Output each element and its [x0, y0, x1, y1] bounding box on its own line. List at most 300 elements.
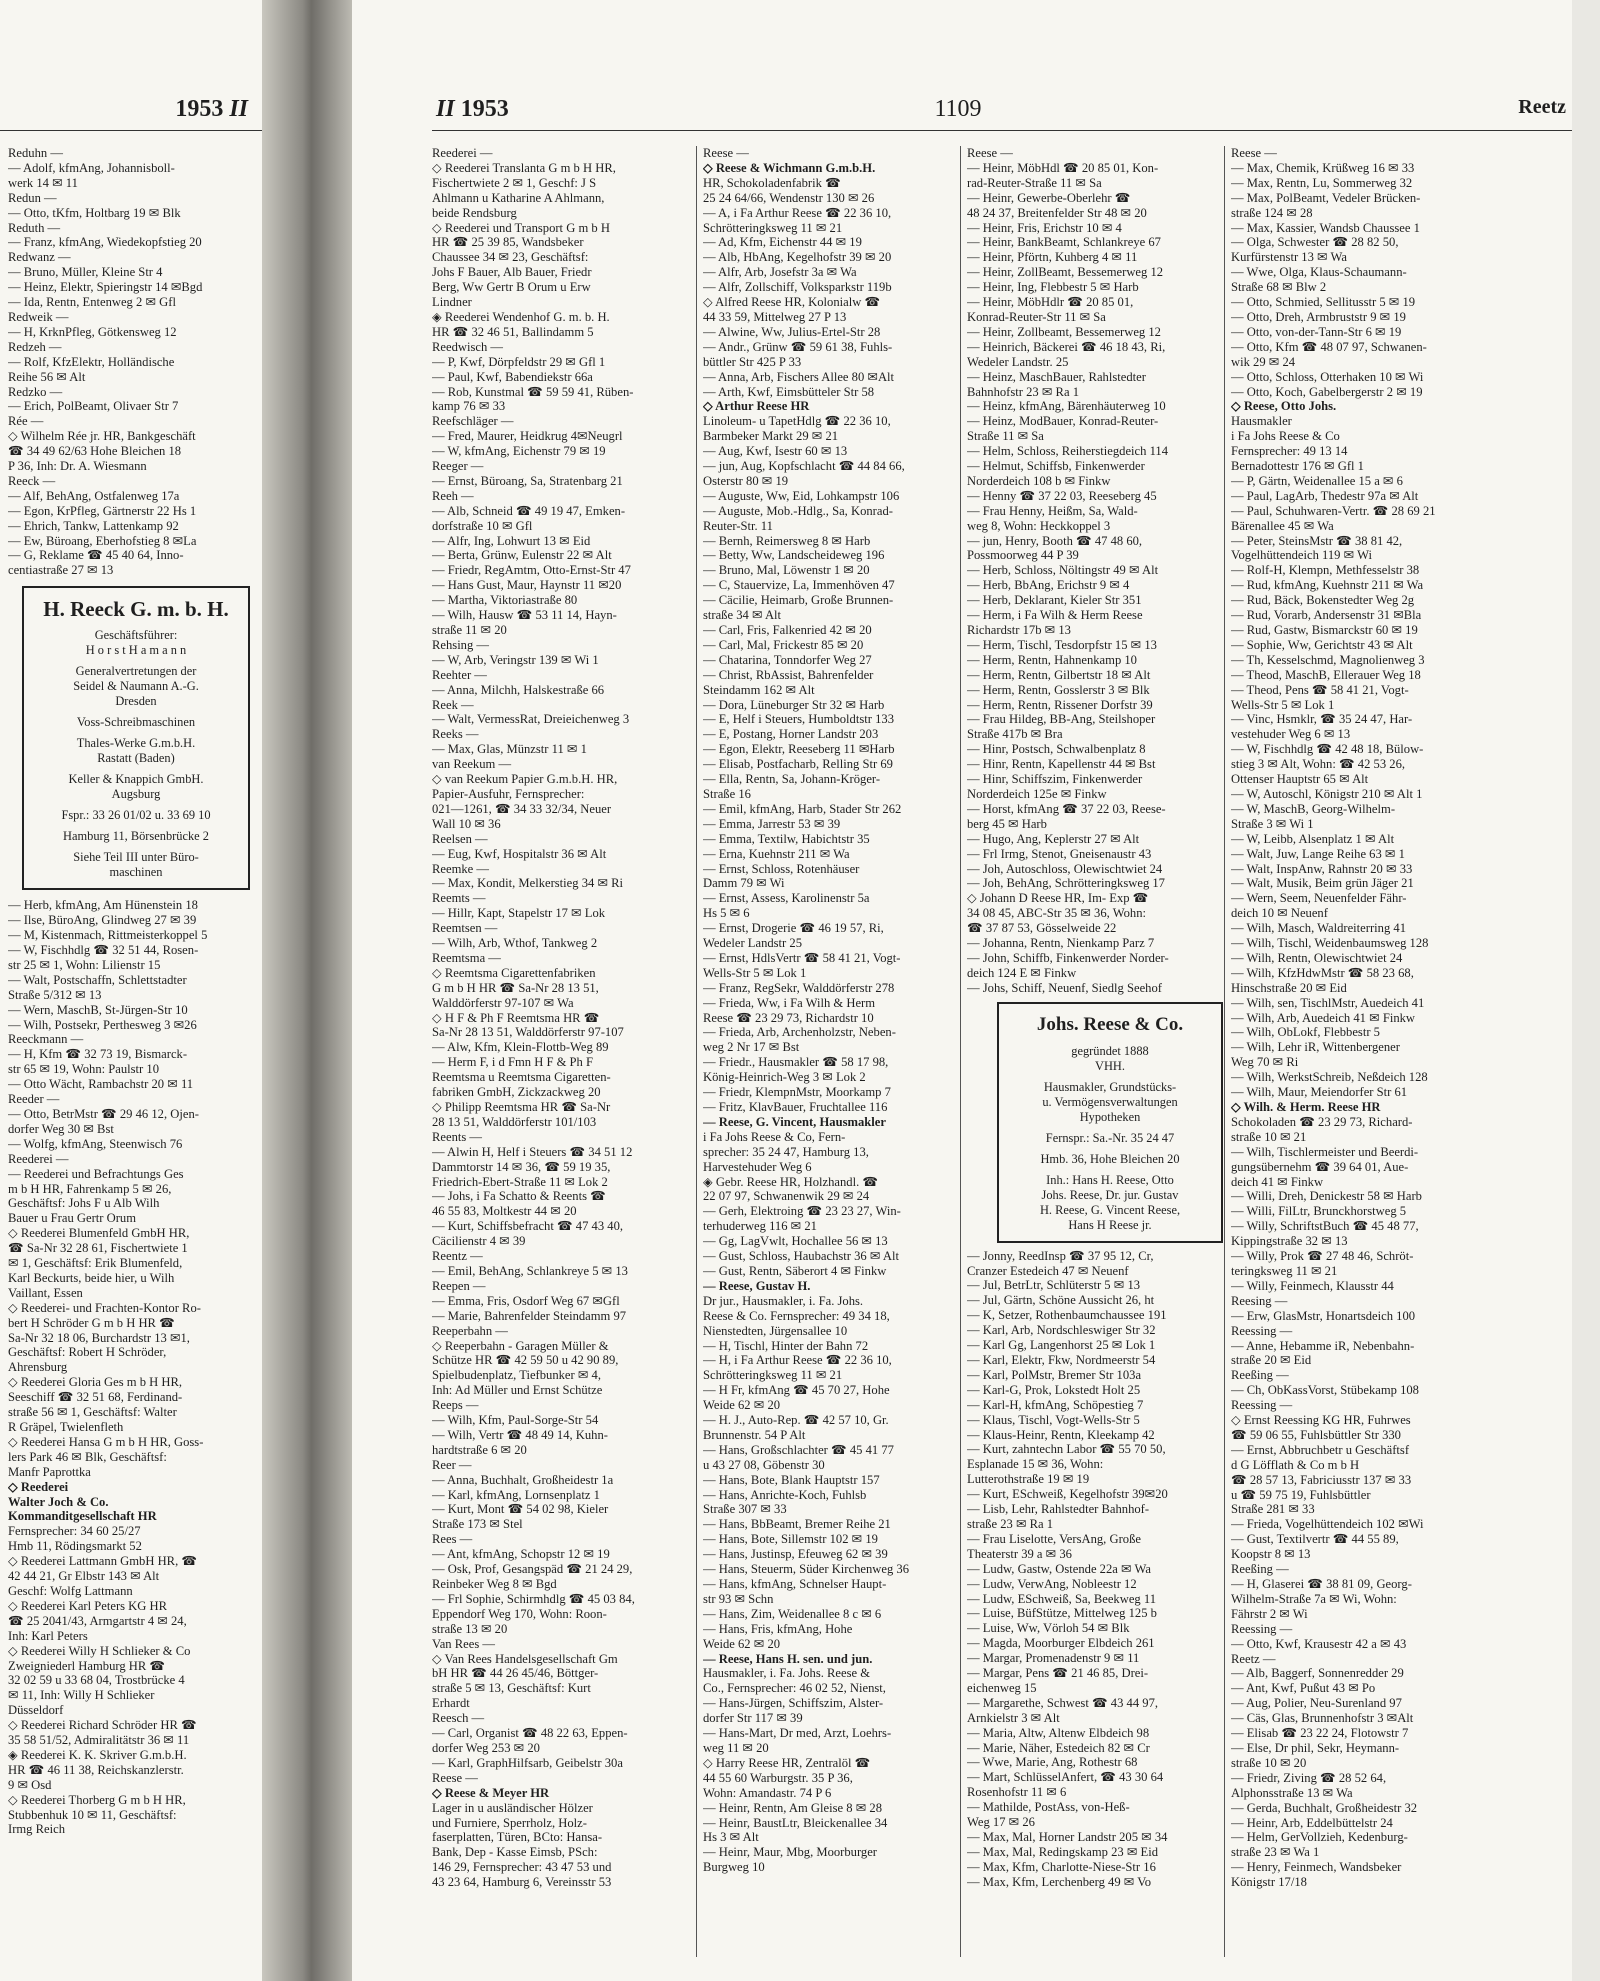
directory-entry-line: — Ew, Büroang, Eberhofstieg 8 ✉La: [8, 533, 197, 548]
directory-entry-line: — H Fr, kfmAng ☎ 45 70 27, Hohe: [703, 1383, 890, 1398]
directory-entry-line: Rehsing —: [432, 637, 490, 652]
directory-entry-line: straße 20 ✉ Eid: [1231, 1353, 1312, 1368]
directory-entry-line: Steindamm 162 ✉ Alt: [703, 682, 815, 697]
directory-entry-line: — Hans, Fris, kfmAng, Hohe: [703, 1621, 853, 1636]
directory-entry-line: — Alf, BehAng, Ostfalenweg 17a: [8, 488, 180, 503]
directory-entry-line: — Reese, G. Vincent, Hausmakler: [703, 1114, 886, 1129]
directory-entry-line: — Chatarina, Tonndorfer Weg 27: [703, 652, 872, 667]
directory-entry-line: — Herm, Rentn, Rissener Dorfstr 39: [967, 697, 1153, 712]
directory-entry-line: — Wolfg, kfmAng, Steenwisch 76: [8, 1136, 183, 1151]
directory-entry-line: — Helm, GerVollzieh, Kedenburg-: [1231, 1830, 1408, 1845]
directory-entry-line: — Joh, BehAng, Schrötteringksweg 17: [967, 876, 1165, 891]
directory-entry-line: ◇ van Reekum Papier G.m.b.H. HR,: [432, 772, 618, 787]
directory-entry-line: — Heinr, Fris, Erichstr 10 ✉ 4: [967, 220, 1122, 235]
directory-entry-line: ☎ 59 06 55, Fuhlsbüttler Str 330: [1231, 1427, 1401, 1442]
directory-entry-line: — Magda, Moorburger Elbdeich 261: [967, 1636, 1155, 1651]
directory-entry-line: dorfstraße 10 ✉ Gfl: [432, 518, 533, 533]
directory-entry-line: — Friedr., Hausmakler ☎ 58 17 98,: [703, 1055, 889, 1070]
directory-entry-line: — Karl, kfmAng, Lornsenplatz 1: [432, 1487, 600, 1502]
directory-entry-line: Reese —: [432, 1770, 478, 1785]
directory-entry-line: hardtstraße 6 ✉ 20: [432, 1442, 527, 1457]
directory-entry-line: — Frieda, Ww, i Fa Wilh & Herm: [703, 995, 876, 1010]
directory-entry-line: — Erna, Kuehnstr 211 ✉ Wa: [703, 846, 850, 861]
directory-entry-line: — Osk, Prof, Gesangspäd ☎ 21 24 29,: [432, 1562, 633, 1577]
directory-entry-line: — Karl, Elektr, Fkw, Nordmeerstr 54: [967, 1353, 1156, 1367]
directory-entry-line: — Ella, Rentn, Sa, Johann-Kröger-: [703, 772, 881, 787]
ad-line: H o r s t H a m a n n: [85, 643, 187, 658]
directory-entry-line: Reessing —: [1231, 1323, 1293, 1338]
directory-entry-line: ◇ H F & Ph F Reemtsma HR ☎: [432, 1010, 600, 1025]
directory-entry-line: — Olga, Schwester ☎ 28 82 50,: [1231, 235, 1399, 250]
directory-entry-line: ◇ Reederei Blumenfeld GmbH HR,: [8, 1226, 190, 1241]
directory-entry-line: weg 8, Wohn: Heckkoppel 3: [967, 518, 1111, 533]
directory-entry-line: — Fred, Maurer, Heidkrug 4✉Neugrl: [432, 429, 623, 444]
directory-entry-line: Reeßing —: [1231, 1368, 1289, 1383]
directory-entry-line: Lager in u ausländischer Hölzer: [432, 1800, 593, 1815]
directory-entry-line: Redun —: [8, 190, 57, 205]
directory-entry-line: — Ehrich, Tankw, Lattenkamp 92: [8, 518, 179, 533]
directory-entry-line: — Ludw, ESchweiß, Sa, Beekweg 11: [967, 1591, 1156, 1606]
entry-list: [8, 146, 258, 578]
directory-entry-line: Königstr 17/18: [1231, 1875, 1307, 1890]
directory-entry-line: Konrad-Reuter-Str 11 ✉ Sa: [967, 309, 1106, 324]
directory-entry-line: — Herb, Deklarant, Kieler Str 351: [967, 593, 1142, 608]
directory-entry-line: — Max, Kondit, Melkerstieg 34 ✉ Ri: [432, 876, 624, 891]
ad-line: Johs. Reese, Dr. jur. Gustav: [1041, 1187, 1179, 1202]
directory-entry-line: Hmb 11, Rödingsmarkt 52: [8, 1539, 142, 1554]
directory-entry-line: — Willi, Dreh, Denickestr 58 ✉ Harb: [1231, 1189, 1422, 1204]
directory-entry-line: — Frieda, Arb, Archenholzstr, Neben-: [703, 1025, 896, 1040]
directory-entry-line: — Johs, i Fa Schatto & Reents ☎: [432, 1189, 606, 1204]
directory-entry-line: straße 56 ✉ 1, Geschäftsf: Walter: [8, 1405, 177, 1420]
directory-entry-line: — Emma, Fris, Osdorf Weg 67 ✉Gfl: [432, 1293, 620, 1308]
directory-entry-line: — Wern, MaschB, St-Jürgen-Str 10: [8, 1002, 188, 1017]
directory-entry-line: 22 07 97, Schwanenwik 29 ✉ 24: [703, 1189, 870, 1204]
directory-entry-line: Vaillant, Essen: [8, 1285, 83, 1300]
directory-entry-line: str 25 ✉ 1, Wohn: Lilienstr 15: [8, 957, 161, 972]
directory-entry-line: — Hans-Mart, Dr med, Arzt, Loehrs-: [703, 1726, 892, 1741]
directory-entry-line: Johs F Bauer, Alb Bauer, Friedr: [432, 265, 592, 280]
directory-entry-line: Reeck —: [8, 473, 56, 488]
directory-entry-line: Cranzer Estedeich 47 ✉ Neuenf: [967, 1263, 1129, 1278]
directory-entry-line: Reeger —: [432, 459, 484, 474]
directory-entry-line: — Heinr, Gewerbe-Oberlehr ☎: [967, 190, 1131, 205]
directory-entry-line: — Ludw, VerwAng, Nobleestr 12: [967, 1576, 1137, 1591]
directory-entry-line: ◇ Alfred Reese HR, Kolonialw ☎: [703, 295, 881, 310]
directory-entry-line: — Karl-H, kfmAng, Schöpestieg 7: [967, 1397, 1144, 1412]
directory-entry-line: vestehuder Weg 6 ✉ 13: [1231, 727, 1351, 742]
directory-entry-line: — Jul, BetrLtr, Schlüterstr 5 ✉ 13: [967, 1278, 1141, 1293]
directory-entry-line: — jun, Henry, Booth ☎ 47 48 60,: [967, 533, 1143, 548]
directory-entry-line: — Herm, Rentn, Gosslerstr 3 ✉ Blk: [967, 682, 1150, 697]
directory-entry-line: Wells-Str 5 ✉ Lok 1: [1231, 697, 1335, 712]
directory-entry-line: Straße 68 ✉ Blw 2: [1231, 280, 1327, 295]
directory-entry-line: 42 44 21, Gr Elbstr 143 ✉ Alt: [8, 1569, 160, 1584]
directory-entry-line: — Rud, Gastw, Bismarckstr 60 ✉ 19: [1231, 623, 1418, 637]
directory-entry-line: — Max, Mal, Redingskamp 23 ✉ Eid: [967, 1844, 1159, 1859]
header-keyword: Reetz: [1518, 96, 1566, 118]
directory-entry-line: ☎ 25 2041/43, Armgartstr 4 ✉ 24,: [8, 1613, 187, 1628]
directory-entry-line: — Wilh, Hausw ☎ 53 11 14, Hayn-: [432, 608, 617, 623]
directory-entry-line: van Reekum —: [432, 757, 512, 772]
directory-entry-line: — Heinr, MöbHdlr ☎ 20 85 01,: [967, 295, 1134, 310]
directory-entry-line: — Aug, Kwf, Isestr 60 ✉ 13: [703, 444, 848, 459]
directory-entry-line: G m b H HR ☎ Sa-Nr 28 13 51,: [432, 980, 599, 995]
directory-entry-line: Redzko —: [8, 384, 63, 399]
directory-entry-line: ◇ Reese, Otto Johs.: [1231, 399, 1337, 414]
directory-entry-line: — Ernst, Abbruchbetr u Geschäftsf: [1231, 1442, 1410, 1457]
directory-entry-line: — W, Fischhdlg ☎ 42 48 18, Bülow-: [1231, 742, 1424, 757]
directory-entry-line: — Frieda, Vogelhüttendeich 102 ✉Wi: [1231, 1517, 1424, 1532]
directory-entry-line: — Wilh, Kfm, Paul-Sorge-Str 54: [432, 1413, 599, 1428]
directory-entry-line: — Max, Kfm, Charlotte-Niese-Str 16: [967, 1859, 1156, 1874]
directory-entry-line: beide Rendsburg: [432, 205, 517, 220]
directory-entry-line: — Herb, kfmAng, Am Hünenstein 18: [8, 898, 198, 913]
directory-entry-line: — Wilh, KfzHdwMstr ☎ 58 23 68,: [1231, 965, 1414, 980]
directory-entry-line: — Heinr, Zollbeamt, Bessemerweg 12: [967, 324, 1161, 339]
directory-entry-line: — Willy, Feinmech, Klausstr 44: [1231, 1278, 1394, 1293]
directory-entry-line: Reessing —: [1231, 1621, 1293, 1636]
directory-entry-line: — Emil, BehAng, Schlankreye 5 ✉ 13: [432, 1263, 628, 1278]
directory-entry-line: — E, Postang, Horner Landstr 203: [703, 727, 879, 742]
directory-entry-line: — Wilh, Tischl, Weidenbaumsweg 128: [1231, 936, 1429, 951]
directory-entry-line: ◇ Reederei Hansa G m b H HR, Goss-: [8, 1434, 204, 1449]
directory-entry-line: ◇ Reemtsma Cigarettenfabriken: [432, 965, 596, 980]
directory-entry-line: — Frl Irmg, Stenot, Gneisenaustr 43: [967, 846, 1152, 861]
directory-entry-line: — Carl, Mal, Frickestr 85 ✉ 20: [703, 637, 864, 652]
directory-entry-line: Ahrensburg: [8, 1360, 68, 1375]
directory-entry-line: Straße 16: [703, 786, 751, 801]
directory-entry-line: Reeps —: [432, 1398, 479, 1413]
directory-entry-line: — Ch, ObKassVorst, Stübekamp 108: [1231, 1383, 1419, 1398]
directory-entry-line: — Jul, Gärtn, Schöne Aussicht 26, ht: [967, 1293, 1155, 1308]
directory-entry-line: Karl Beckurts, beide hier, u Wilh: [8, 1270, 175, 1285]
directory-entry-line: Reek —: [432, 697, 474, 712]
directory-entry-line: ☎ Sa-Nr 32 28 61, Fischertwiete 1: [8, 1241, 188, 1256]
directory-entry-line: — Henry, Feinmech, Wandsbeker: [1231, 1860, 1402, 1875]
directory-entry-line: — Otto, Kwf, Krausestr 42 a ✉ 43: [1231, 1636, 1407, 1651]
directory-entry-line: ◇ Reederei Lattmann GmbH HR, ☎: [8, 1554, 198, 1569]
directory-entry-line: deich 10 ✉ Neuenf: [1231, 906, 1328, 921]
directory-entry-line: — Herb, Schloss, Nöltingstr 49 ✉ Alt: [967, 563, 1159, 578]
directory-entry-line: gungsübernehm ☎ 39 64 01, Aue-: [1231, 1159, 1409, 1174]
directory-entry-line: Düsseldorf: [8, 1703, 64, 1718]
directory-entry-line: Norderdeich 108 b ✉ Finkw: [967, 473, 1111, 488]
directory-entry-line: — Martha, Viktoriastraße 80: [432, 593, 578, 608]
directory-entry-line: weg 11 ✉ 20: [703, 1740, 769, 1755]
directory-entry-line: Bank, Dep - Kasse Eimsb, PSch:: [432, 1845, 598, 1860]
directory-entry-line: Reduth —: [8, 220, 61, 235]
directory-entry-line: Reese & Co. Fernsprecher: 49 34 18,: [703, 1308, 890, 1323]
directory-entry-line: — Alfr, Zollschiff, Volksparkstr 119b: [703, 280, 892, 295]
directory-entry-line: Bahnhofstr 23 ✉ Ra 1: [967, 384, 1079, 399]
directory-entry-line: — Karl-G, Prok, Lokstedt Holt 25: [967, 1382, 1141, 1397]
directory-entry-line: ☎ 28 57 13, Fabriciusstr 137 ✉ 33: [1231, 1472, 1412, 1487]
directory-entry-line: deich 124 E ✉ Finkw: [967, 965, 1077, 980]
directory-entry-line: — Heinr, Maur, Mbg, Moorburger: [703, 1845, 877, 1860]
directory-entry-line: Harvestehuder Weg 6: [703, 1159, 812, 1174]
directory-entry-line: ◇ Ernst Reessing KG HR, Fuhrwes: [1231, 1413, 1411, 1428]
directory-entry-line: — Hans, Bote, Blank Hauptstr 157: [703, 1472, 880, 1487]
ad-line: gegründet 1888: [1071, 1043, 1149, 1058]
directory-entry-line: — Hinr, Postsch, Schwalbenplatz 8: [967, 742, 1146, 757]
ad-line: Hypotheken: [1079, 1109, 1141, 1124]
directory-entry-line: — Eug, Kwf, Hospitalstr 36 ✉ Alt: [432, 846, 607, 861]
directory-entry-line: Fährstr 2 ✉ Wi: [1231, 1606, 1308, 1621]
directory-entry-line: — Kurt, ESchweiß, Kegelhofstr 39✉20: [967, 1487, 1168, 1502]
directory-entry-line: Rosenhofstr 11 ✉ 6: [967, 1785, 1067, 1800]
directory-entry-line: — Wilh, WerkstSchreib, Neßdeich 128: [1231, 1070, 1428, 1085]
directory-entry-line: — Carl, Organist ☎ 48 22 63, Eppen-: [432, 1726, 628, 1741]
directory-entry-line: — Heinr, Rentn, Am Gleise 8 ✉ 28: [703, 1800, 882, 1815]
directory-entry-line: — Ernst, Büroang, Sa, Stratenbarg 21: [432, 473, 623, 488]
directory-entry-line: — Willy, SchriftstBuch ☎ 45 48 77,: [1231, 1219, 1419, 1234]
directory-entry-line: — Fritz, KlavBauer, Fruchtallee 116: [703, 1100, 888, 1114]
directory-entry-line: weg 2 Nr 17 ✉ Bst: [703, 1040, 800, 1055]
directory-entry-line: Straße 173 ✉ Stel: [432, 1517, 523, 1532]
directory-entry-line: deich 41 ✉ Finkw: [1231, 1174, 1324, 1189]
ad-line: Dresden: [115, 694, 157, 709]
directory-entry-line: eichenweg 15: [967, 1680, 1037, 1695]
directory-entry-line: Irmg Reich: [8, 1822, 66, 1837]
directory-entry-line: Rée —: [8, 414, 44, 429]
directory-entry-line: P 36, Inh: Dr. A. Wiesmann: [8, 459, 147, 474]
right-header-part: II: [436, 96, 455, 122]
directory-entry-line: — Kurt, zahntechn Labor ☎ 55 70 50,: [967, 1442, 1166, 1457]
directory-entry-line: — Alb, Baggerf, Sonnenredder 29: [1231, 1666, 1404, 1681]
directory-entry-line: straße 23 ✉ Ra 1: [967, 1516, 1054, 1531]
left-column: [8, 146, 258, 1957]
column-3: [960, 146, 1229, 1957]
directory-entry-line: — Otto, Kfm ☎ 48 07 97, Schwanen-: [1231, 339, 1427, 354]
directory-entry-line: ◇ Wilh. & Herm. Reese HR: [1231, 1100, 1381, 1114]
directory-entry-line: — Hinr, Rentn, Kapellenstr 44 ✉ Bst: [967, 757, 1156, 772]
directory-entry-line: ◇ Reederei und Transport G m b H: [432, 220, 610, 235]
directory-entry-line: Berg, Ww Gertr B Orum u Erw: [432, 280, 591, 295]
directory-entry-line: Reefschläger —: [432, 414, 514, 429]
directory-entry-line: — Herm, Tischl, Tesdorpfstr 15 ✉ 13: [967, 637, 1157, 652]
directory-entry-line: — Sophie, Ww, Gerichtstr 43 ✉ Alt: [1231, 637, 1413, 652]
directory-entry-line: ◇ Reederei Richard Schröder HR ☎: [8, 1718, 197, 1733]
directory-entry-line: — Otto, von-der-Tann-Str 6 ✉ 19: [1231, 324, 1402, 339]
ad-line: VHH.: [1095, 1058, 1125, 1073]
directory-entry-line: — Max, Rentn, Lu, Sommerweg 32: [1231, 175, 1413, 190]
directory-entry-line: — H, i Fa Arthur Reese ☎ 22 36 10,: [703, 1353, 892, 1368]
directory-entry-line: lers Park 46 ✉ Blk, Geschäftsf:: [8, 1449, 167, 1464]
ad-line: Generalvertretungen der: [75, 664, 197, 679]
directory-entry-line: Arnkielstr 3 ✉ Alt: [967, 1710, 1060, 1725]
ad-line: Hans H Reese jr.: [1068, 1217, 1152, 1232]
left-header-year: 1953: [175, 96, 224, 122]
directory-entry-line: — Marie, Näher, Estedeich 82 ✉ Cr: [967, 1740, 1150, 1755]
directory-entry-line: — Rud, Vorarb, Andersenstr 31 ✉Bla: [1231, 608, 1422, 623]
directory-entry-line: dorfer Weg 253 ✉ 20: [432, 1740, 540, 1755]
directory-entry-line: — Rob, Kunstmal ☎ 59 59 41, Rüben-: [432, 384, 634, 399]
directory-entry-line: Zweigniederl Hamburg HR ☎: [8, 1658, 166, 1673]
directory-entry-line: Inh: Karl Peters: [8, 1628, 88, 1643]
directory-entry-line: — H, Glaserei ☎ 38 81 09, Georg-: [1231, 1577, 1412, 1591]
directory-entry-line: — Wilh, ObLokf, Flebbestr 5: [1231, 1025, 1380, 1040]
directory-entry-line: — Ant, Kwf, Pußut 43 ✉ Po: [1231, 1681, 1376, 1696]
directory-entry-line: straße 10 ✉ 20: [1231, 1755, 1307, 1770]
directory-entry-line: Possmoorweg 44 P 39: [967, 548, 1079, 563]
directory-entry-line: Reihe 56 ✉ Alt: [8, 369, 86, 384]
ad-line: u. Vermögensverwaltungen: [1042, 1094, 1178, 1109]
directory-entry-line: Seeschiff ☎ 32 51 68, Ferdinand-: [8, 1390, 183, 1405]
directory-entry-line: Reederei —: [8, 1151, 69, 1166]
page-number: 1109: [934, 96, 982, 122]
directory-entry-line: — Max, Mal, Horner Landstr 205 ✉ 34: [967, 1830, 1168, 1844]
directory-entry-line: ✉ 11, Inh: Willy H Schlieker: [8, 1688, 155, 1703]
directory-entry-line: — W, Leibb, Alsenplatz 1 ✉ Alt: [1231, 831, 1395, 846]
ad-line: Inh.: Hans H. Reese, Otto: [1046, 1172, 1174, 1187]
directory-entry-line: — Friedr, RegAmtm, Otto-Ernst-Str 47: [432, 563, 631, 578]
directory-entry-line: — Cäcilie, Heimarb, Große Brunnen-: [703, 593, 894, 608]
directory-entry-line: — Heinrich, Bäckerei ☎ 46 18 43, Ri,: [967, 339, 1166, 354]
directory-entry-line: — Arth, Kwf, Eimsbütteler Str 58: [703, 384, 875, 399]
ad-title: H. Reeck G. m. b. H.: [43, 597, 229, 622]
directory-entry-line: — Klaus, Tischl, Vogt-Wells-Str 5: [967, 1412, 1140, 1427]
directory-entry-line: — Karl Gg, Langenhorst 25 ✉ Lok 1: [967, 1338, 1156, 1353]
directory-entry-line: Wilhelm-Straße 7a ✉ Wi, Wohn:: [1231, 1591, 1397, 1606]
directory-entry-line: Sa-Nr 32 18 06, Burchardstr 13 ✉1,: [8, 1330, 190, 1345]
directory-entry-line: teringksweg 11 ✉ 21: [1231, 1263, 1338, 1278]
directory-entry-line: — Max, Glas, Münzstr 11 ✉ 1: [432, 742, 587, 757]
directory-entry-line: str 65 ✉ 19, Wohn: Paulstr 10: [8, 1062, 159, 1077]
directory-entry-line: — Gust, Schloss, Haubachstr 36 ✉ Alt: [703, 1249, 899, 1264]
directory-entry-line: Weg 70 ✉ Ri: [1231, 1055, 1299, 1070]
directory-entry-line: — Heinz, Elektr, Spieringstr 14 ✉Bgd: [8, 280, 203, 295]
directory-entry-line: — Rud, Bäck, Bokenstedter Weg 2g: [1231, 593, 1415, 608]
directory-entry-line: Straße 11 ✉ Sa: [967, 429, 1044, 444]
left-page: [0, 0, 262, 1981]
directory-entry-line: Eppendorf Weg 170, Wohn: Roon-: [432, 1606, 607, 1621]
directory-entry-line: — Anne, Hebamme iR, Nebenbahn-: [1231, 1338, 1415, 1353]
directory-entry-line: Kippingstraße 32 ✉ 13: [1231, 1234, 1348, 1249]
page-edge: [1572, 0, 1600, 1981]
directory-entry-line: ◇ Harry Reese HR, Zentralöl ☎: [703, 1755, 871, 1770]
directory-entry-line: Hausmakler, i. Fa. Johs. Reese &: [703, 1666, 871, 1681]
directory-entry-line: Chaussee 34 ✉ 23, Geschäftsf:: [432, 250, 589, 265]
directory-entry-line: — Karl, PolMstr, Bremer Str 103a: [967, 1367, 1142, 1382]
directory-entry-line: — Otto, Schmied, Sellitusstr 5 ✉ 19: [1231, 295, 1416, 310]
directory-entry-line: — Anna, Milchh, Halskestraße 66: [432, 682, 605, 697]
ad-line: Voss-Schreibmaschinen: [76, 715, 196, 730]
directory-entry-line: bert H Schröder G m b H HR ☎: [8, 1315, 175, 1330]
directory-entry-line: — M, Kistenmach, Rittmeisterkoppel 5: [8, 928, 208, 943]
directory-entry-line: Rees —: [432, 1532, 473, 1547]
directory-entry-line: Kurfürstenstr 13 ✉ Wa: [1231, 250, 1347, 265]
directory-entry-line: ◇ Reederei- und Frachten-Kontor Ro-: [8, 1300, 201, 1315]
directory-entry-line: 28 13 51, Walddörferstr 101/103: [432, 1114, 597, 1129]
directory-entry-line: — Wilh, Tischlermeister und Beerdi-: [1231, 1144, 1419, 1159]
directory-entry-line: Wohn: Amandastr. 74 P 6: [703, 1785, 832, 1800]
directory-entry-line: — Gg, LagVwlt, Hochallee 56 ✉ 13: [703, 1234, 888, 1249]
directory-entry-line: — Ludw, Gastw, Ostende 22a ✉ Wa: [967, 1561, 1151, 1576]
directory-entry-line: i Fa Johs Reese & Co: [1231, 429, 1340, 444]
directory-entry-line: — Heinr, Ing, Flebbestr 5 ✉ Harb: [967, 280, 1139, 295]
directory-entry-line: ◇ Wilhelm Rée jr. HR, Bankgeschäft: [8, 429, 196, 444]
directory-entry-line: — Max, Kfm, Lerchenberg 49 ✉ Vo: [967, 1874, 1152, 1889]
directory-entry-line: Reeks —: [432, 727, 479, 742]
directory-entry-line: — Maria, Altw, Altenw Elbdeich 98: [967, 1725, 1150, 1740]
directory-entry-line: — A, i Fa Arthur Reese ☎ 22 36 10,: [703, 205, 892, 220]
directory-entry-line: — Wwe, Marie, Ang, Rothestr 68: [967, 1755, 1138, 1770]
directory-entry-line: — Margar, Pens ☎ 21 46 85, Drei-: [967, 1666, 1149, 1681]
directory-entry-line: — Ad, Kfm, Eichenstr 44 ✉ 19: [703, 235, 862, 250]
directory-entry-line: HR ☎ 46 11 38, Reichskanzlerstr.: [8, 1762, 184, 1777]
directory-entry-line: Norderdeich 125e ✉ Finkw: [967, 786, 1107, 801]
directory-entry-line: 44 55 60 Warburgstr. 35 P 36,: [703, 1770, 853, 1785]
column-2: [696, 146, 966, 1957]
directory-entry-line: — Otto Wächt, Rambachstr 20 ✉ 11: [8, 1077, 194, 1092]
directory-entry-line: — Herm, Rentn, Hahnenkamp 10: [967, 652, 1137, 667]
directory-entry-line: — Egon, KrPfleg, Gärtnerstr 22 Hs 1: [8, 503, 197, 518]
directory-entry-line: Walddörferstr 97-107 ✉ Wa: [432, 995, 574, 1010]
directory-entry-line: ◇ Reederei Translanta G m b H HR,: [432, 160, 616, 175]
left-page-header: [0, 96, 262, 126]
directory-entry-line: ◇ Reeperbahn - Garagen Müller &: [432, 1338, 609, 1353]
directory-entry-line: bH HR ☎ 44 26 45/46, Böttger-: [432, 1666, 599, 1681]
directory-entry-line: — Heinr, BaustLtr, Bleickenallee 34: [703, 1815, 888, 1830]
directory-entry-line: — Wern, Seem, Neuenfelder Fähr-: [1231, 891, 1407, 906]
directory-entry-line: — Walt, Juw, Lange Reihe 63 ✉ 1: [1231, 846, 1405, 861]
ad-line: Fernspr.: Sa.-Nr. 35 24 47: [1045, 1130, 1175, 1145]
directory-entry-line: ◇ Reederei Gloria Ges m b H HR,: [8, 1375, 183, 1390]
directory-entry-line: — Wilh, Arb, Wthof, Tankweg 2: [432, 936, 598, 951]
directory-entry-line: — Gerh, Elektroing ☎ 23 23 27, Win-: [703, 1204, 901, 1219]
directory-entry-line: Erhardt: [432, 1696, 470, 1711]
directory-entry-line: König-Heinrich-Weg 3 ✉ Lok 2: [703, 1070, 866, 1085]
directory-entry-line: Reederei —: [432, 146, 493, 160]
left-header-rule: [0, 130, 262, 131]
directory-entry-line: Straße 417b ✉ Bra: [967, 727, 1063, 742]
directory-entry-line: Co., Fernsprecher: 46 02 52, Nienst,: [703, 1681, 886, 1696]
directory-entry-line: 021—1261, ☎ 34 33 32/34, Neuer: [432, 801, 612, 816]
directory-entry-line: — E, Helf i Steuers, Humboldtstr 133: [703, 712, 894, 727]
directory-entry-line: Fernsprecher: 49 13 14: [1231, 444, 1348, 459]
directory-entry-line: fabriken GmbH, Zickzackweg 20: [432, 1085, 601, 1100]
directory-entry-line: — Joh, Autoschloss, Olewischtwiet 24: [967, 861, 1163, 876]
directory-entry-line: — Hans-Jürgen, Schiffszim, Alster-: [703, 1696, 884, 1711]
ad-line: H. Reese, G. Vincent Reese,: [1039, 1202, 1181, 1217]
directory-entry-line: Schrötteringksweg 11 ✉ 21: [703, 1368, 843, 1383]
directory-entry-line: Reemts —: [432, 891, 486, 906]
directory-entry-line: — Anna, Buchhalt, Großheidestr 1a: [432, 1472, 614, 1487]
directory-entry-line: — Wilh, Rentn, Olewischtwiet 24: [1231, 950, 1403, 965]
directory-entry-line: 35 58 51/52, Admiralitätstr 36 ✉ 11: [8, 1733, 190, 1748]
directory-entry-line: und Furniere, Sperrholz, Holz-: [432, 1815, 587, 1830]
directory-entry-line: — Klaus-Heinr, Rentn, Kleekamp 42: [967, 1427, 1155, 1442]
directory-entry-line: Ahlmann u Katharine A Ahlmann,: [432, 190, 605, 205]
directory-entry-line: Cäcilienstr 4 ✉ 39: [432, 1234, 526, 1249]
directory-entry-line: — Frl Sophie, Schirmhdlg ☎ 45 03 84,: [432, 1591, 635, 1606]
directory-entry-line: — Horst, kfmAng ☎ 37 22 03, Reese-: [967, 801, 1166, 816]
directory-entry-line: — H, Kfm ☎ 32 73 19, Bismarck-: [8, 1047, 188, 1062]
directory-entry-line: — C, Stauervize, La, Immenhöven 47: [703, 578, 895, 593]
directory-entry-line: Lutterothstraße 19 ✉ 19: [967, 1472, 1090, 1487]
directory-entry-line: Damm 79 ✉ Wi: [703, 876, 785, 891]
directory-entry-line: — Heinr, Arb, Eddelbüttelstr 24: [1231, 1815, 1393, 1830]
directory-entry-line: — John, Schiffb, Finkenwerder Norder-: [967, 950, 1169, 965]
directory-entry-line: — Hans, Justinsp, Efeuweg 62 ✉ 39: [703, 1547, 888, 1562]
directory-entry-line: — Else, Dr phil, Sekr, Heymann-: [1231, 1740, 1400, 1755]
directory-entry-line: centiastraße 27 ✉ 13: [8, 563, 114, 578]
directory-entry-line: Reer —: [432, 1457, 472, 1472]
directory-entry-line: ✉ 1, Geschäftsf: Erik Blumenfeld,: [8, 1256, 183, 1271]
ad-line: Hamburg 11, Börsenbrücke 2: [63, 829, 209, 844]
directory-entry-line: Reetz —: [1231, 1651, 1276, 1666]
